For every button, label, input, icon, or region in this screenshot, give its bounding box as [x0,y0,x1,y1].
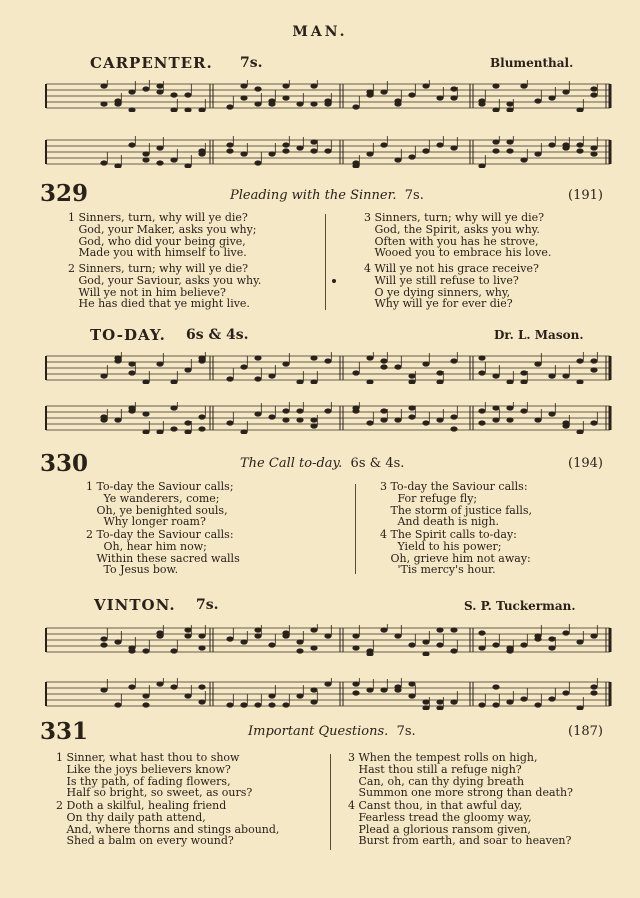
note-head [450,648,457,653]
note-head [548,373,555,378]
note-head [226,148,233,153]
note-head [380,142,387,147]
note-head [548,95,555,100]
note-head [184,633,191,638]
note-head [394,101,401,106]
hymn-title [240,456,404,471]
hymn-reference: (194) [568,456,603,471]
note-head [562,630,569,635]
note-head [128,370,135,375]
note-head [590,151,597,156]
note-head [562,89,569,94]
note-head [590,92,597,97]
note-head [310,423,317,428]
note-head [352,633,359,638]
stanza: 2 Sinners, turn; why will ye die? God, your Saviour, asks you why. Will ye not in him believe? He has died that ye might live. [68,262,262,311]
note-head [114,355,121,360]
note-head [310,101,317,106]
note-head [310,627,317,632]
note-head [352,690,359,695]
note-head [380,408,387,413]
note-head [142,702,149,707]
hymn-title [230,188,424,203]
note-head [324,98,331,103]
note-head [240,95,247,100]
note-head [576,148,583,153]
note-head [408,693,415,698]
note-head [534,417,541,422]
note-head [240,151,247,156]
note-head [408,414,415,419]
note-head [422,83,429,88]
note-head [478,355,485,360]
stanza: 3 When the tempest rolls on high, Hast thou still a refuge nigh? Can, oh, can thy dying breath Summon one more strong than death? [348,751,573,800]
note-head [296,101,303,106]
hymn-title-text: Pleading with the Sinner. [230,188,397,203]
note-head [170,157,177,162]
note-head [296,417,303,422]
note-head [310,83,317,88]
note-head [436,142,443,147]
note-head [142,693,149,698]
tune-composer: S. P. Tuckerman. [464,599,576,613]
note-head [506,148,513,153]
note-head [324,408,331,413]
tune-meter: 7s. [196,597,219,613]
note-head [198,426,205,431]
note-head [366,687,373,692]
tune-title: TO-DAY. [90,326,166,344]
note-head [562,420,569,425]
tune-meter: 7s. [240,55,263,71]
note-head [478,370,485,375]
note-head [100,160,107,165]
note-head [436,699,443,704]
note-head [422,148,429,153]
note-head [534,361,541,366]
note-head [352,160,359,165]
note-head [492,642,499,647]
note-head [156,160,163,165]
note-head [380,89,387,94]
page-header: MAN. [292,24,348,40]
music-staff-lower [40,136,612,168]
tune-composer: Blumenthal. [490,56,574,70]
note-head [492,702,499,707]
note-head [590,420,597,425]
note-head [296,639,303,644]
note-head [156,83,163,88]
note-head [156,681,163,686]
note-head [590,86,597,91]
note-head [282,361,289,366]
note-head [478,630,485,635]
note-head [380,364,387,369]
note-head [128,142,135,147]
hymn-number: 330 [40,450,89,477]
hymn-title-text: Important Questions. [248,724,389,739]
note-head [114,417,121,422]
note-head [422,361,429,366]
note-head [506,699,513,704]
note-head [408,92,415,97]
hymn-number: 329 [40,180,89,207]
note-head [198,355,205,360]
note-head [450,145,457,150]
note-head [562,142,569,147]
note-head [100,687,107,692]
note-head [492,83,499,88]
note-head [492,405,499,410]
note-head [506,645,513,650]
note-head [296,648,303,653]
note-head [408,405,415,410]
note-head [198,414,205,419]
note-head [408,642,415,647]
note-head [478,101,485,106]
stanza: 3 Sinners, turn; why will ye die? God, the Spirit, asks you why. Often with you has he strove, Wooed you to embrace his love. [364,211,552,260]
stanza: 2 To-day the Saviour calls: Oh, hear him now; Within these sacred walls To Jesus bow. [86,528,240,577]
note-head [254,101,261,106]
note-head [296,693,303,698]
note-head [548,636,555,641]
note-head [254,376,261,381]
note-head [366,89,373,94]
note-head [198,148,205,153]
note-head [520,408,527,413]
note-head [450,414,457,419]
note-head [394,417,401,422]
note-head [226,702,233,707]
note-head [128,405,135,410]
note-head [352,370,359,375]
note-head [226,104,233,109]
stanza: 3 To-day the Saviour calls: For refuge fly; The storm of justice falls, And death is nigh. [380,480,533,529]
stanza: 1 Sinners, turn, why will ye die? God, your Maker, asks you why; God, who did your being give, Made you with himself to live. [68,211,257,260]
note-head [128,648,135,653]
note-head [352,104,359,109]
note-head [422,420,429,425]
note-head [254,160,261,165]
note-head [198,645,205,650]
note-head [590,358,597,363]
music-staff-upper [40,624,612,656]
note-head [436,417,443,422]
column-divider [330,754,331,850]
note-head [184,367,191,372]
note-head [240,702,247,707]
hymn-title [248,724,416,739]
stanza: 2 Doth a skilful, healing friend On thy daily path attend, And, where thorns and stings abound, Shed a balm on every wound? [56,799,280,848]
note-head [548,645,555,650]
note-head [170,426,177,431]
note-head [100,642,107,647]
note-head [156,145,163,150]
note-head [436,370,443,375]
note-head [366,420,373,425]
note-head [408,154,415,159]
note-head [142,648,149,653]
note-head [562,373,569,378]
note-head [282,630,289,635]
note-head [156,361,163,366]
note-head [254,86,261,91]
note-head [548,411,555,416]
note-head [128,684,135,689]
note-head [100,414,107,419]
note-head [478,702,485,707]
note-head [590,633,597,638]
note-head [142,157,149,162]
stanza: 4 The Spirit calls to-day: Yield to his power; Oh, grieve him not away: 'Tis mercy's hour. [380,528,531,577]
note-head [590,145,597,150]
note-head [492,417,499,422]
note-head [394,687,401,692]
note-head [520,642,527,647]
hymn-number: 331 [40,718,89,745]
note-head [324,681,331,686]
note-head [100,636,107,641]
note-head [520,83,527,88]
note-head [450,627,457,632]
note-head [310,645,317,650]
music-staff-lower [40,678,612,710]
note-head [324,633,331,638]
stanza: 4 Will ye not his grace receive? Will ye still refuse to live? O ye dying sinners, why, Why will ye for ever die? [364,262,539,311]
note-head [170,92,177,97]
note-head [310,699,317,704]
note-head [226,636,233,641]
note-head [198,699,205,704]
music-staff-upper [40,80,612,112]
note-head [268,702,275,707]
note-head [184,627,191,632]
note-head [114,639,121,644]
note-head [170,405,177,410]
note-head [394,157,401,162]
note-head [436,642,443,647]
tune-title: VINTON. [94,596,176,614]
note-head [114,702,121,707]
note-head [478,645,485,650]
note-head [450,86,457,91]
note-head [450,358,457,363]
note-head [240,83,247,88]
note-head [114,98,121,103]
note-head [506,139,513,144]
column-divider [325,214,326,310]
note-head [492,148,499,153]
note-head [436,95,443,100]
note-head [352,645,359,650]
note-head [254,411,261,416]
note-head [254,627,261,632]
note-head [576,639,583,644]
music-staff-lower [40,402,612,434]
tune-meter: 6s & 4s. [186,327,249,343]
stanza: 1 To-day the Saviour calls; Ye wanderers, come; Oh, ye benighted souls, Why longer roam? [86,480,234,529]
note-head [534,151,541,156]
note-head [142,151,149,156]
note-head [352,681,359,686]
note-head [492,684,499,689]
note-head [226,420,233,425]
column-divider [355,484,356,574]
note-head [310,417,317,422]
hymn-title-text: The Call to-day. [240,456,343,471]
note-head [590,367,597,372]
note-head [268,101,275,106]
note-head [282,417,289,422]
note-head [296,408,303,413]
note-head [282,702,289,707]
note-head [100,101,107,106]
note-head [450,95,457,100]
music-staff-upper [40,352,612,384]
note-head [548,696,555,701]
note-head [100,83,107,88]
note-head [520,157,527,162]
note-head [436,627,443,632]
note-head [282,408,289,413]
note-head [310,687,317,692]
note-head [380,358,387,363]
note-head [128,361,135,366]
note-head [128,89,135,94]
note-head [310,355,317,360]
note-head [422,699,429,704]
note-head [240,364,247,369]
note-head [366,355,373,360]
note-head [506,101,513,106]
note-head [548,142,555,147]
note-head [198,633,205,638]
note-head [590,684,597,689]
hymn-reference: (191) [568,188,603,203]
note-head [366,151,373,156]
note-head [142,411,149,416]
note-head [310,139,317,144]
note-head [534,98,541,103]
note-head [268,642,275,647]
note-head [268,414,275,419]
note-head [268,151,275,156]
note-head [478,420,485,425]
note-head [254,633,261,638]
note-head [562,690,569,695]
note-head [254,702,261,707]
note-head [310,148,317,153]
note-head [226,376,233,381]
note-head [576,142,583,147]
note-head [184,92,191,97]
note-head [380,627,387,632]
note-head [408,681,415,686]
note-head [534,702,541,707]
note-head [506,405,513,410]
note-head [380,417,387,422]
note-head [408,373,415,378]
note-head [394,364,401,369]
note-head [198,684,205,689]
hymn-meter: 6s & 4s. [350,456,405,471]
note-head [282,148,289,153]
note-head [450,426,457,431]
stanza: 1 Sinner, what hast thou to show Like the joys believers know? Is thy path, of fading flowers, Half so bright, so sweet, as ours? [56,751,253,800]
note-head [184,420,191,425]
note-head [156,630,163,635]
note-head [254,355,261,360]
note-head [492,139,499,144]
note-head [450,699,457,704]
stanza: 4 Canst thou, in that awful day, Fearless tread the gloomy way, Plead a glorious ransom given, Burst from earth, and soar to heaven? [348,799,572,848]
note-head [380,687,387,692]
hymn-meter: 7s. [396,724,416,739]
note-head [170,684,177,689]
hymn-reference: (187) [568,724,603,739]
note-head [226,142,233,147]
note-head [534,636,541,641]
note-head [240,639,247,644]
note-head [520,370,527,375]
note-head [282,142,289,147]
note-head [478,408,485,413]
note-head [268,373,275,378]
note-head [324,358,331,363]
note-head [590,690,597,695]
note-head [282,83,289,88]
tune-title: CARPENTER. [90,54,213,72]
ornament-dot [332,279,336,283]
note-head [142,86,149,91]
tune-composer: Dr. L. Mason. [494,328,584,342]
note-head [576,358,583,363]
note-head [156,89,163,94]
note-head [492,373,499,378]
note-head [282,95,289,100]
note-head [422,639,429,644]
note-head [170,648,177,653]
note-head [296,145,303,150]
note-head [184,693,191,698]
note-head [394,633,401,638]
note-head [268,693,275,698]
note-head [100,373,107,378]
hymn-meter: 7s. [404,188,424,203]
note-head [520,696,527,701]
note-head [352,408,359,413]
note-head [324,148,331,153]
note-head [506,417,513,422]
